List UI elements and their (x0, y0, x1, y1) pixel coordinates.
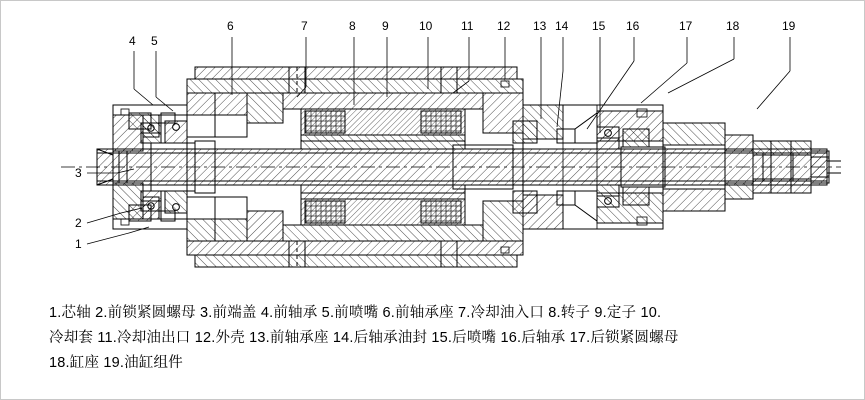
callout-3: 3 (75, 166, 82, 180)
callout-15: 15 (592, 19, 606, 33)
callout-18: 18 (726, 19, 740, 33)
callout-11: 11 (461, 19, 474, 33)
callout-6: 6 (227, 19, 234, 33)
callout-5: 5 (151, 34, 158, 48)
callout-14: 14 (555, 19, 569, 33)
legend-line-3: 18.缸座 19.油缸组件 (49, 355, 183, 371)
legend-line-2: 冷却套 11.冷却油出口 12.外壳 13.前轴承座 14.后轴承油封 15.后喷嘴 16.后轴承 17.后锁紧圆螺母 (49, 330, 679, 346)
callout-10: 10 (419, 19, 433, 33)
callout-4: 4 (129, 34, 136, 48)
callout-12: 12 (497, 19, 511, 33)
callout-8: 8 (349, 19, 356, 33)
callout-1: 1 (75, 237, 82, 251)
callout-9: 9 (382, 19, 389, 33)
callout-17: 17 (679, 19, 693, 33)
figure-legend (49, 301, 829, 376)
callout-2: 2 (75, 216, 82, 230)
callout-13: 13 (533, 19, 547, 33)
legend-line-1: 1.芯轴 2.前锁紧圆螺母 3.前端盖 4.前轴承 5.前喷嘴 6.前轴承座 7.冷却油入口 8.转子 9.定子 10. (49, 305, 662, 321)
callout-7: 7 (301, 19, 308, 33)
callout-19: 19 (782, 19, 796, 33)
callout-16: 16 (626, 19, 640, 33)
